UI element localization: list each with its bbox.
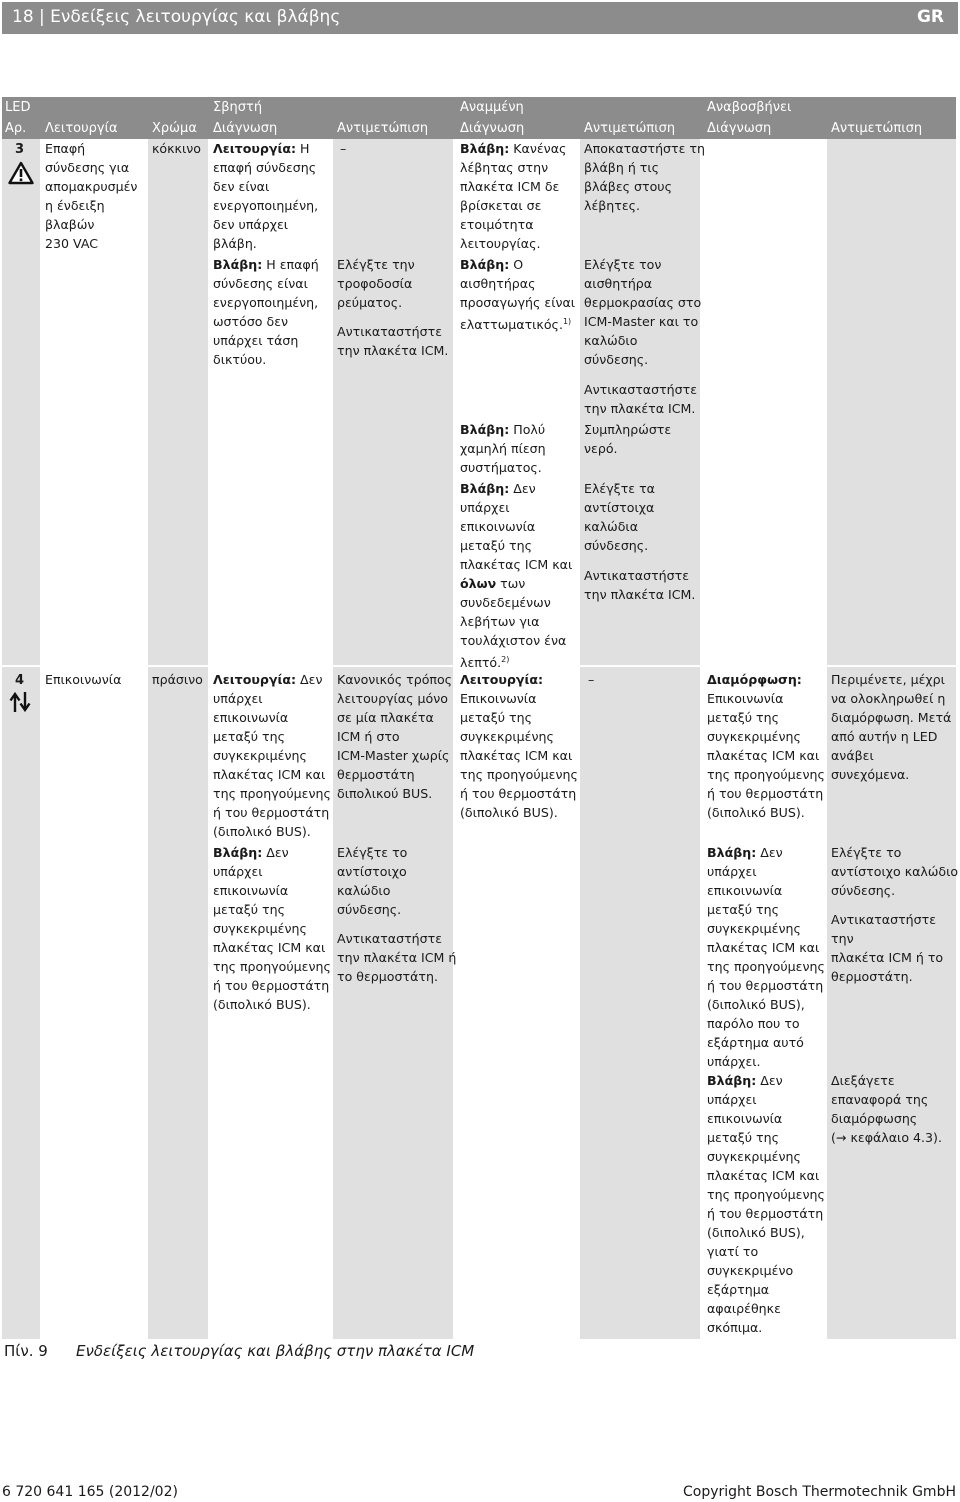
row4-off-act-2b: Αντικαταστήστε την πλακέτα ICM ή το θερμοστάτη. <box>337 931 457 984</box>
table-header <box>2 97 956 139</box>
header-act-off: Αντιμετώπιση <box>337 121 429 136</box>
row3-on-diag-4: Βλάβη: Δεν υπάρχει επικοινωνία μεταξύ της πλακέτας ICM και όλων των συνδεδεμένων λεβήτων για τουλάχιστον ένα λεπτό.$^{2)}$ <box>460 481 573 671</box>
warning-icon <box>8 161 34 185</box>
header-on: Αναμμένη <box>460 100 524 115</box>
header-color: Χρώμα <box>152 121 197 136</box>
language-code: GR <box>916 7 944 27</box>
row4-on-act: – <box>588 672 595 687</box>
row4-blink-act-1: Περιμένετε, μέχρι να ολοκληρωθεί η διαμόρφωση. Μετά από αυτήν η LED ανάβει συνεχόμενα. <box>831 672 952 782</box>
row3-off-act-1: – <box>340 141 347 156</box>
row3-on-diag-2: Βλάβη: Ο αισθητήρας προσαγωγής είναι ελαττωματικός.$^{1)}$ <box>460 257 576 333</box>
header-nr: Αρ. <box>5 121 27 136</box>
row4-function: Επικοινωνία <box>45 672 122 687</box>
column-bg-color <box>148 97 208 1339</box>
row4-blink-diag-2: Βλάβη: Δεν υπάρχει επικοινωνία μεταξύ της συγκεκριμένης πλακέτας ICM και της προηγούμενης ή του θερμοστάτη (διπολικό BUS), παρόλο που το εξάρτημα αυτό υπάρχει. <box>707 845 825 1069</box>
row3-off-diag-2: Βλάβη: Η επαφή σύνδεσης είναι ενεργοποιημένη, ωστόσο δεν υπάρχει τάση δικτύου. <box>213 257 319 367</box>
row4-off-act-2a: Ελέγξτε το αντίστοιχο καλώδιο σύνδεσης. <box>337 845 408 917</box>
row4-off-diag-2: Βλάβη: Δεν υπάρχει επικοινωνία μεταξύ της συγκεκριμένης πλακέτας ICM και της προηγούμενης ή του θερμοστάτη (διπολικό BUS). <box>213 845 331 1012</box>
row3-on-act-3: Συμπληρώστε νερό. <box>584 422 672 456</box>
header-act-blink: Αντιμετώπιση <box>831 121 923 136</box>
column-bg-nr <box>2 97 40 1339</box>
row3-on-act-2b: Αντικασταστήστε την πλακέτα ICM. <box>584 382 697 416</box>
row3-color: κόκκινο <box>152 141 201 156</box>
row3-off-diag-1: Λειτουργία: Η επαφή σύνδεσης δεν είναι ενεργοποιημένη, δεν υπάρχει βλάβη. <box>213 141 319 251</box>
row3-on-act-2a: Ελέγξτε τον αισθητήρα θερμοκρασίας στο ICM-Master και το καλώδιο σύνδεσης. <box>584 257 702 367</box>
row4-color: πράσινο <box>152 672 203 687</box>
header-diag-off: Διάγνωση <box>213 121 278 136</box>
footer-doc-number: 6 720 641 165 (2012/02) <box>2 1484 178 1500</box>
row3-function: Επαφή σύνδεσης για απομακρυσμέν η ένδειξη βλαβών 230 VAC <box>45 141 138 251</box>
row3-on-diag-1: Βλάβη: Κανένας λέβητας στην πλακέτα ICM δε βρίσκεται σε ετοιμότητα λειτουργίας. <box>460 141 567 251</box>
row4-blink-diag-3: Βλάβη: Δεν υπάρχει επικοινωνία μεταξύ της συγκεκριμένης πλακέτας ICM και της προηγούμενης ή του θερμοστάτη (διπολικό BUS), γιατί το συγκεκριμένο εξάρτημα αφαιρέθηκε σκόπιμα. <box>707 1073 825 1335</box>
row4-off-diag-1: Λειτουργία: Δεν υπάρχει επικοινωνία μεταξύ της συγκεκριμένης πλακέτας ICM και της προηγούμενης ή του θερμοστάτη (διπολικό BUS). <box>213 672 331 839</box>
row4-on-diag: Λειτουργία: Επικοινωνία μεταξύ της συγκεκριμένης πλακέτας ICM και της προηγούμενης ή του θερμοστάτη (διπολικό BUS). <box>460 672 578 820</box>
header-diag-blink: Διάγνωση <box>707 121 772 136</box>
header-led: LED <box>5 100 31 115</box>
table-caption-text: Ενδείξεις λειτουργίας και βλάβης στην πλακέτα ICM <box>76 1342 475 1360</box>
row3-number: 3 <box>15 142 25 157</box>
header-function: Λειτουργία <box>45 121 118 136</box>
footer-copyright: Copyright Bosch Thermotechnik GmbH <box>683 1484 956 1500</box>
table-caption-label: Πίν. 9 <box>4 1342 48 1360</box>
row3-on-diag-3: Βλάβη: Πολύ χαμηλή πίεση συστήματος. <box>460 422 546 475</box>
row3-on-act-4a: Ελέγξτε τα αντίστοιχα καλώδια σύνδεσης. <box>584 481 655 553</box>
bus-communication-icon <box>8 690 32 714</box>
header-diag-on: Διάγνωση <box>460 121 525 136</box>
row3-on-act-1: Αποκαταστήστε τη βλάβη ή τις βλάβες στους λέβητες. <box>584 141 705 213</box>
row4-blink-act-2a: Ελέγξτε το αντίστοιχο καλώδιο σύνδεσης. <box>831 845 959 898</box>
row4-blink-diag-1: Διαμόρφωση: Επικοινωνία μεταξύ της συγκεκριμένης πλακέτας ICM και της προηγούμενης ή του θερμοστάτη (διπολικό BUS). <box>707 672 825 820</box>
page-header <box>2 2 958 34</box>
row4-number: 4 <box>15 673 25 688</box>
page-title: 18 | Ενδείξεις λειτουργίας και βλάβης <box>12 7 341 27</box>
header-off: Σβηστή <box>213 100 263 115</box>
row4-off-act-1: Κανονικός τρόπος λειτουργίας μόνο σε μία πλακέτα ICM ή στο ICM-Master χωρίς θερμοστάτη διπολικού BUS. <box>337 672 453 801</box>
row4-blink-act-3: Διεξάγετε επαναφορά της διαμόρφωσης (→ κεφάλαιο 4.3). <box>831 1073 942 1145</box>
row3-on-act-4b: Αντικαταστήστε την πλακέτα ICM. <box>584 568 696 602</box>
header-blink: Αναβοσβήνει <box>707 100 792 115</box>
row3-off-act-2b: Αντικαταστήστε την πλακέτα ICM. <box>337 324 449 358</box>
header-act-on: Αντιμετώπιση <box>584 121 676 136</box>
row4-blink-act-2b: Αντικαταστήστε την πλακέτα ICM ή το θερμοστάτη. <box>831 912 944 984</box>
row3-off-act-2a: Ελέγξτε την τροφοδοσία ρεύματος. <box>337 257 415 310</box>
